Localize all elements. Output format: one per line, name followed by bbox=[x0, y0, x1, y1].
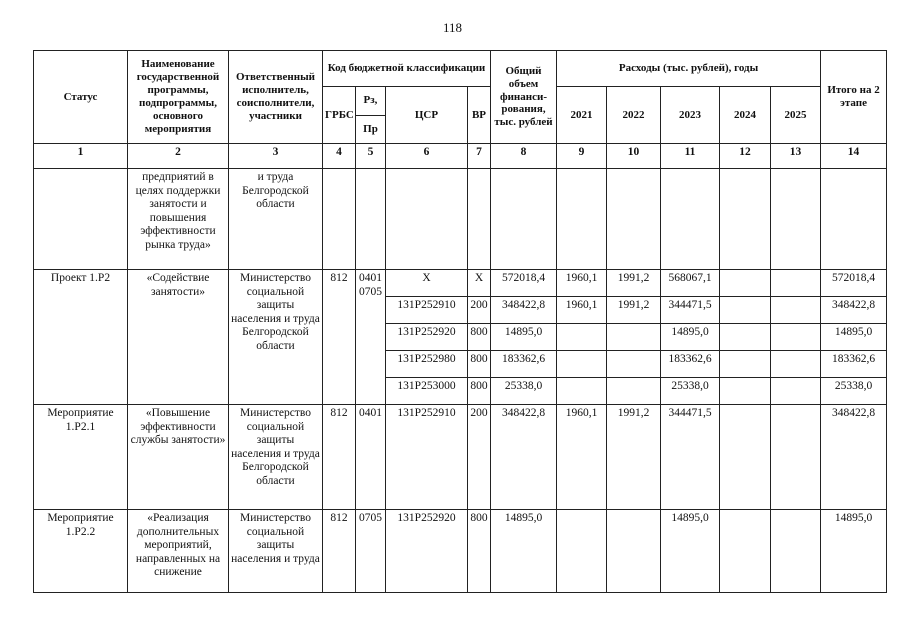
measure-2-name: «Реализация дополнительных мероприятий, направленных на снижение bbox=[128, 510, 229, 593]
column-number: 12 bbox=[720, 144, 771, 169]
table-row bbox=[34, 510, 887, 593]
project-rz: 0401 0705 bbox=[356, 270, 386, 405]
column-number: 6 bbox=[386, 144, 468, 169]
project-stage: 348422,8 bbox=[821, 297, 887, 324]
project-stage: 25338,0 bbox=[821, 378, 887, 405]
project-vr: 800 bbox=[468, 324, 491, 351]
project-y2022: 1991,2 bbox=[607, 297, 661, 324]
column-number: 8 bbox=[491, 144, 557, 169]
header-total-volume: Общий объем финанси-рования, тыс. рублей bbox=[491, 51, 557, 144]
project-total: 14895,0 bbox=[491, 324, 557, 351]
measure-1-grbs: 812 bbox=[323, 405, 356, 510]
measure-1-rz: 0401 bbox=[356, 405, 386, 510]
measure-2-vr: 800 bbox=[468, 510, 491, 593]
table-row bbox=[34, 405, 887, 510]
project-csr: 131Р252980 bbox=[386, 351, 468, 378]
measure-2-grbs: 812 bbox=[323, 510, 356, 593]
column-number: 2 bbox=[128, 144, 229, 169]
table-row bbox=[34, 270, 887, 297]
continuation-executor: и труда Белгородской области bbox=[229, 169, 323, 270]
project-csr: 131Р253000 bbox=[386, 378, 468, 405]
project-executor: Министерство социальной защиты населения и труда Белгородской области bbox=[229, 270, 323, 405]
column-number: 5 bbox=[356, 144, 386, 169]
project-y2022 bbox=[607, 378, 661, 405]
project-name: «Содействие занятости» bbox=[128, 270, 229, 405]
project-y2021: 1960,1 bbox=[557, 270, 607, 297]
measure-1-status: Мероприятие 1.Р2.1 bbox=[34, 405, 128, 510]
table-row bbox=[34, 169, 887, 270]
project-y2021 bbox=[557, 378, 607, 405]
project-y2022: 1991,2 bbox=[607, 270, 661, 297]
measure-2-rz: 0705 bbox=[356, 510, 386, 593]
project-csr: 131Р252910 bbox=[386, 297, 468, 324]
header-expenses-group: Расходы (тыс. рублей), годы bbox=[557, 51, 821, 87]
measure-1-total: 348422,8 bbox=[491, 405, 557, 510]
measure-2-csr: 131Р252920 bbox=[386, 510, 468, 593]
header-year-2024: 2024 bbox=[720, 87, 771, 144]
project-grbs: 812 bbox=[323, 270, 356, 405]
column-number: 11 bbox=[661, 144, 720, 169]
header-pr: Пр bbox=[356, 115, 386, 144]
measure-1-y2022: 1991,2 bbox=[607, 405, 661, 510]
project-stage: 14895,0 bbox=[821, 324, 887, 351]
column-number: 1 bbox=[34, 144, 128, 169]
header-year-2023: 2023 bbox=[661, 87, 720, 144]
project-y2022 bbox=[607, 351, 661, 378]
header-csr: ЦСР bbox=[386, 87, 468, 144]
page-number: 118 bbox=[442, 20, 463, 35]
measure-2-y2023: 14895,0 bbox=[661, 510, 720, 593]
project-total: 572018,4 bbox=[491, 270, 557, 297]
measure-2-stage: 14895,0 bbox=[821, 510, 887, 593]
measure-1-executor: Министерство социальной защиты населения и труда Белгородской области bbox=[229, 405, 323, 510]
project-stage: 572018,4 bbox=[821, 270, 887, 297]
column-number: 10 bbox=[607, 144, 661, 169]
measure-1-name: «Повышение эффективности службы занятости» bbox=[128, 405, 229, 510]
project-y2023: 568067,1 bbox=[661, 270, 720, 297]
header-year-2025: 2025 bbox=[771, 87, 821, 144]
column-number: 13 bbox=[771, 144, 821, 169]
header-code-group: Код бюджетной классификации bbox=[323, 51, 491, 87]
project-total: 25338,0 bbox=[491, 378, 557, 405]
measure-2-total: 14895,0 bbox=[491, 510, 557, 593]
continuation-name: предприятий в целях поддержки занятости и повышения эффективности рынка труда» bbox=[128, 169, 229, 270]
project-y2021 bbox=[557, 324, 607, 351]
measure-1-stage: 348422,8 bbox=[821, 405, 887, 510]
project-stage: 183362,6 bbox=[821, 351, 887, 378]
project-vr: 800 bbox=[468, 351, 491, 378]
measure-2-executor: Министерство социальной защиты населения и труда bbox=[229, 510, 323, 593]
header-status: Статус bbox=[34, 51, 128, 144]
header-total-stage: Итого на 2 этапе bbox=[821, 51, 887, 144]
header-grbs: ГРБС bbox=[323, 87, 356, 144]
measure-2-status: Мероприятие 1.Р2.2 bbox=[34, 510, 128, 593]
header-year-2021: 2021 bbox=[557, 87, 607, 144]
project-vr: 200 bbox=[468, 297, 491, 324]
header-year-2022: 2022 bbox=[607, 87, 661, 144]
column-number: 9 bbox=[557, 144, 607, 169]
project-y2023: 183362,6 bbox=[661, 351, 720, 378]
column-number: 4 bbox=[323, 144, 356, 169]
project-y2023: 344471,5 bbox=[661, 297, 720, 324]
measure-1-csr: 131Р252910 bbox=[386, 405, 468, 510]
project-total: 348422,8 bbox=[491, 297, 557, 324]
project-y2022 bbox=[607, 324, 661, 351]
project-status: Проект 1.Р2 bbox=[34, 270, 128, 405]
project-csr: X bbox=[386, 270, 468, 297]
header-name: Наименование государственной программы, подпрограммы, основного мероприятия bbox=[128, 51, 229, 144]
project-total: 183362,6 bbox=[491, 351, 557, 378]
header-rz: Рз, bbox=[356, 87, 386, 116]
column-number: 7 bbox=[468, 144, 491, 169]
column-number: 14 bbox=[821, 144, 887, 169]
column-number: 3 bbox=[229, 144, 323, 169]
measure-1-vr: 200 bbox=[468, 405, 491, 510]
measure-1-y2023: 344471,5 bbox=[661, 405, 720, 510]
project-vr: X bbox=[468, 270, 491, 297]
measure-1-y2021: 1960,1 bbox=[557, 405, 607, 510]
project-vr: 800 bbox=[468, 378, 491, 405]
project-y2023: 25338,0 bbox=[661, 378, 720, 405]
header-executor: Ответственный исполнитель, соисполнители, участники bbox=[229, 51, 323, 144]
project-y2021: 1960,1 bbox=[557, 297, 607, 324]
header-vr: ВР bbox=[468, 87, 491, 144]
budget-table bbox=[33, 50, 887, 593]
project-y2021 bbox=[557, 351, 607, 378]
project-csr: 131Р252920 bbox=[386, 324, 468, 351]
project-y2023: 14895,0 bbox=[661, 324, 720, 351]
